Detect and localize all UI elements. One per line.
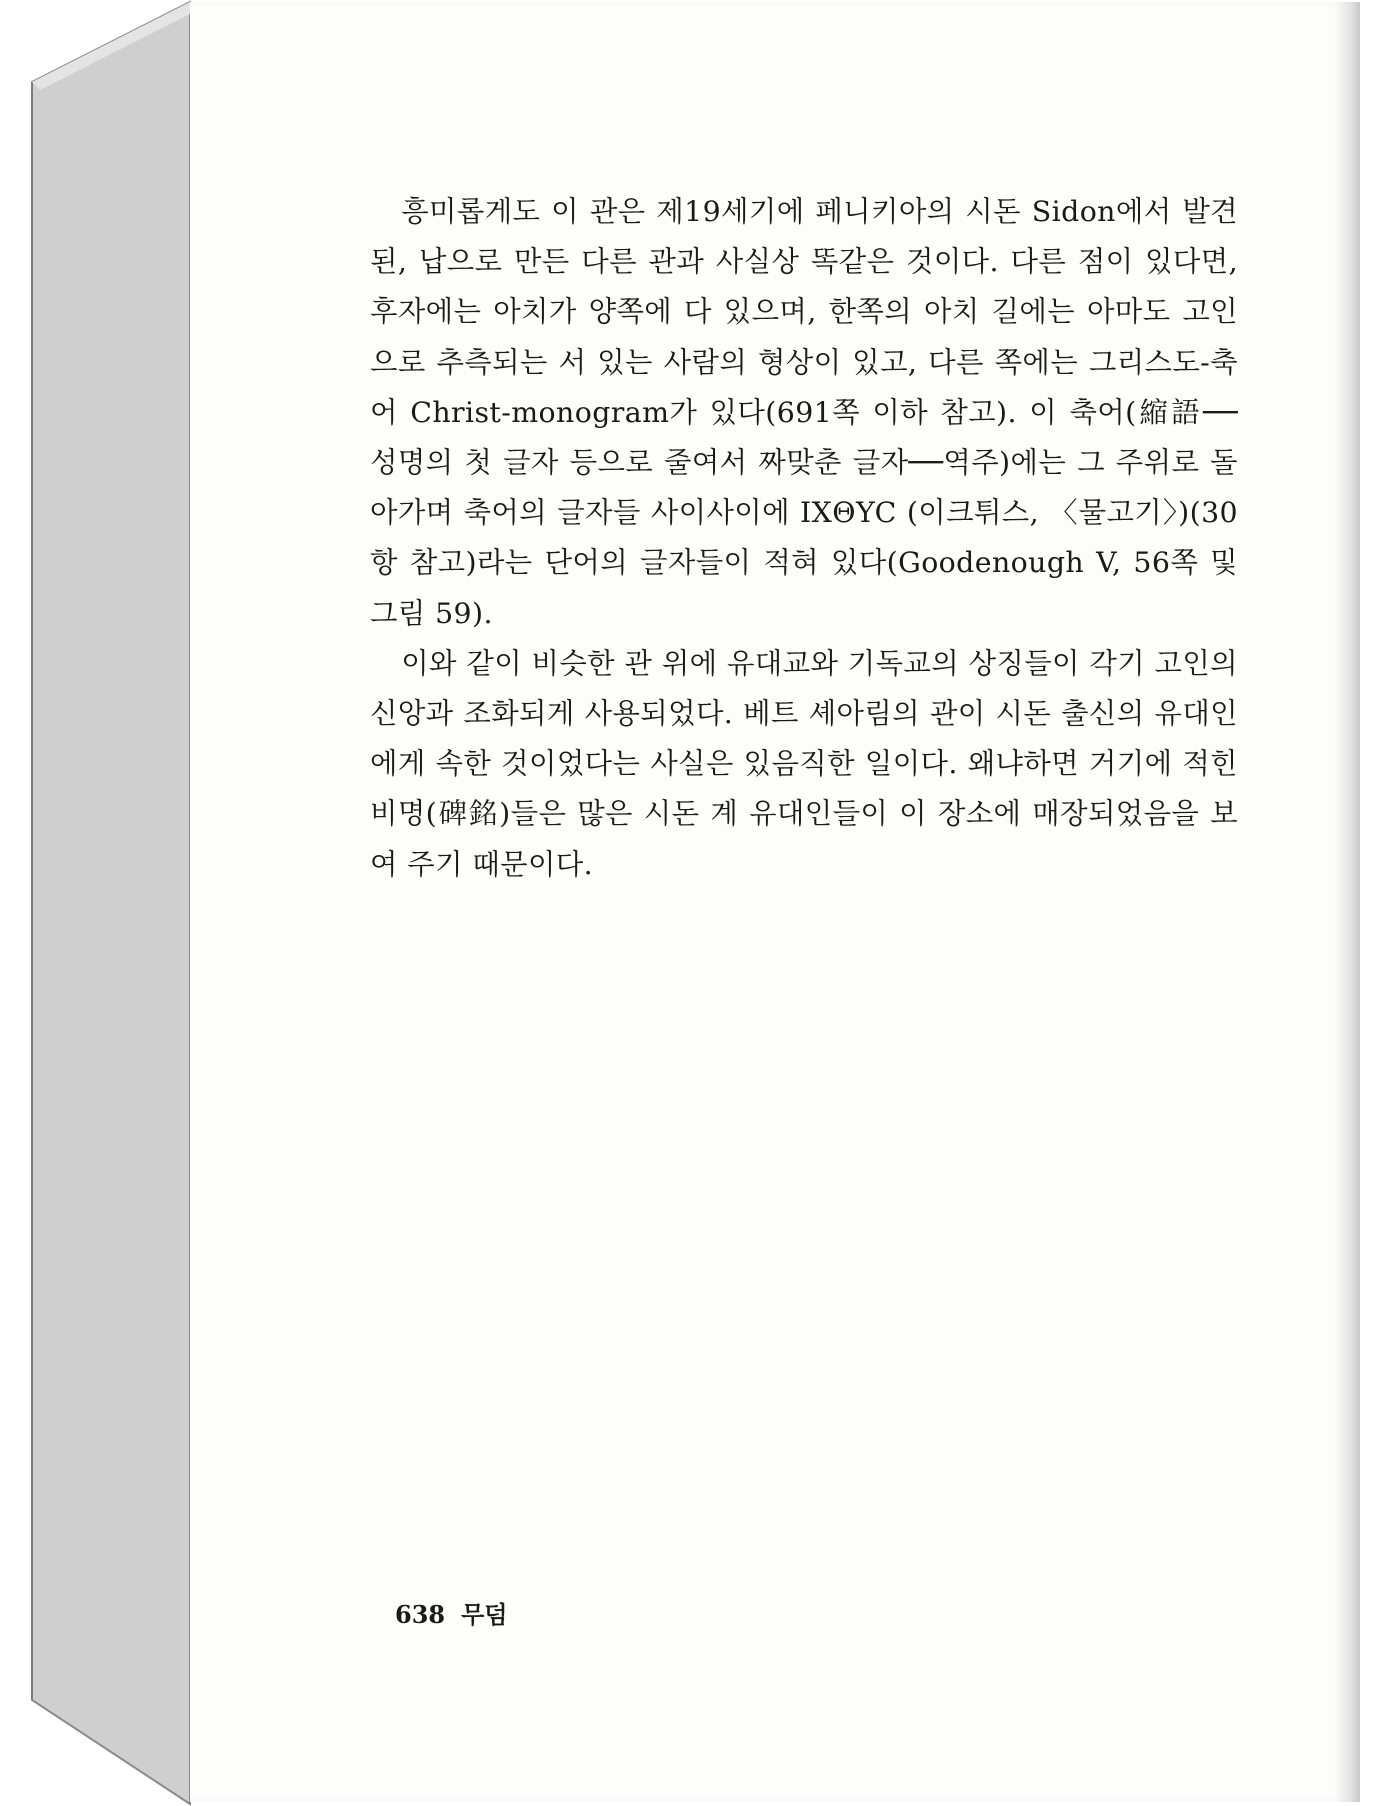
paragraph-2: 이와 같이 비슷한 관 위에 유대교와 기독교의 상징들이 각기 고인의 신앙과 조화되게 사용되었다. 베트 셰아림의 관이 시돈 출신의 유대인에게 속한 것이었다는 사실은 있음직한 일이다. 왜냐하면 거기에 적힌 비명(碑銘)들은 많은 시돈 계 유대인들이 이 장소에 매장되었음을 보여 주기 때문이다. — [370, 646, 1238, 881]
page-body — [370, 187, 1238, 890]
running-footer-title: 무덤 — [461, 1600, 508, 1629]
page-edge-shadow — [1334, 2, 1360, 1802]
paragraph-1: 흥미롭게도 이 관은 제19세기에 페니키아의 시돈 Sidon에서 발견된, 납으로 만든 다른 관과 사실상 똑같은 것이다. 다른 점이 있다면, 후자에는 아치가 양쪽에 다 있으며, 한쪽의 아치 길에는 아마도 고인으로 추측되는 서 있는 사람의 형상이 있고, 다른 쪽에는 그리스도-축어 Christ-monogram가 있다(691쪽 이하 참고). 이 축어(縮語──성명의 첫 글자 등으로 줄여서 짜맞춘 글자──역주)에는 그 주위로 돌아가며 축어의 글자들 사이사이에 IXΘYC (이크튀스, 〈물고기〉)(30항 참고)라는 단어의 글자들이 적혀 있다(Goodenough V, 56쪽 및 그림 59). — [370, 195, 1238, 630]
page-number: 638 — [395, 1600, 446, 1629]
book-page — [190, 2, 1360, 1802]
page-footer — [395, 1595, 507, 1630]
